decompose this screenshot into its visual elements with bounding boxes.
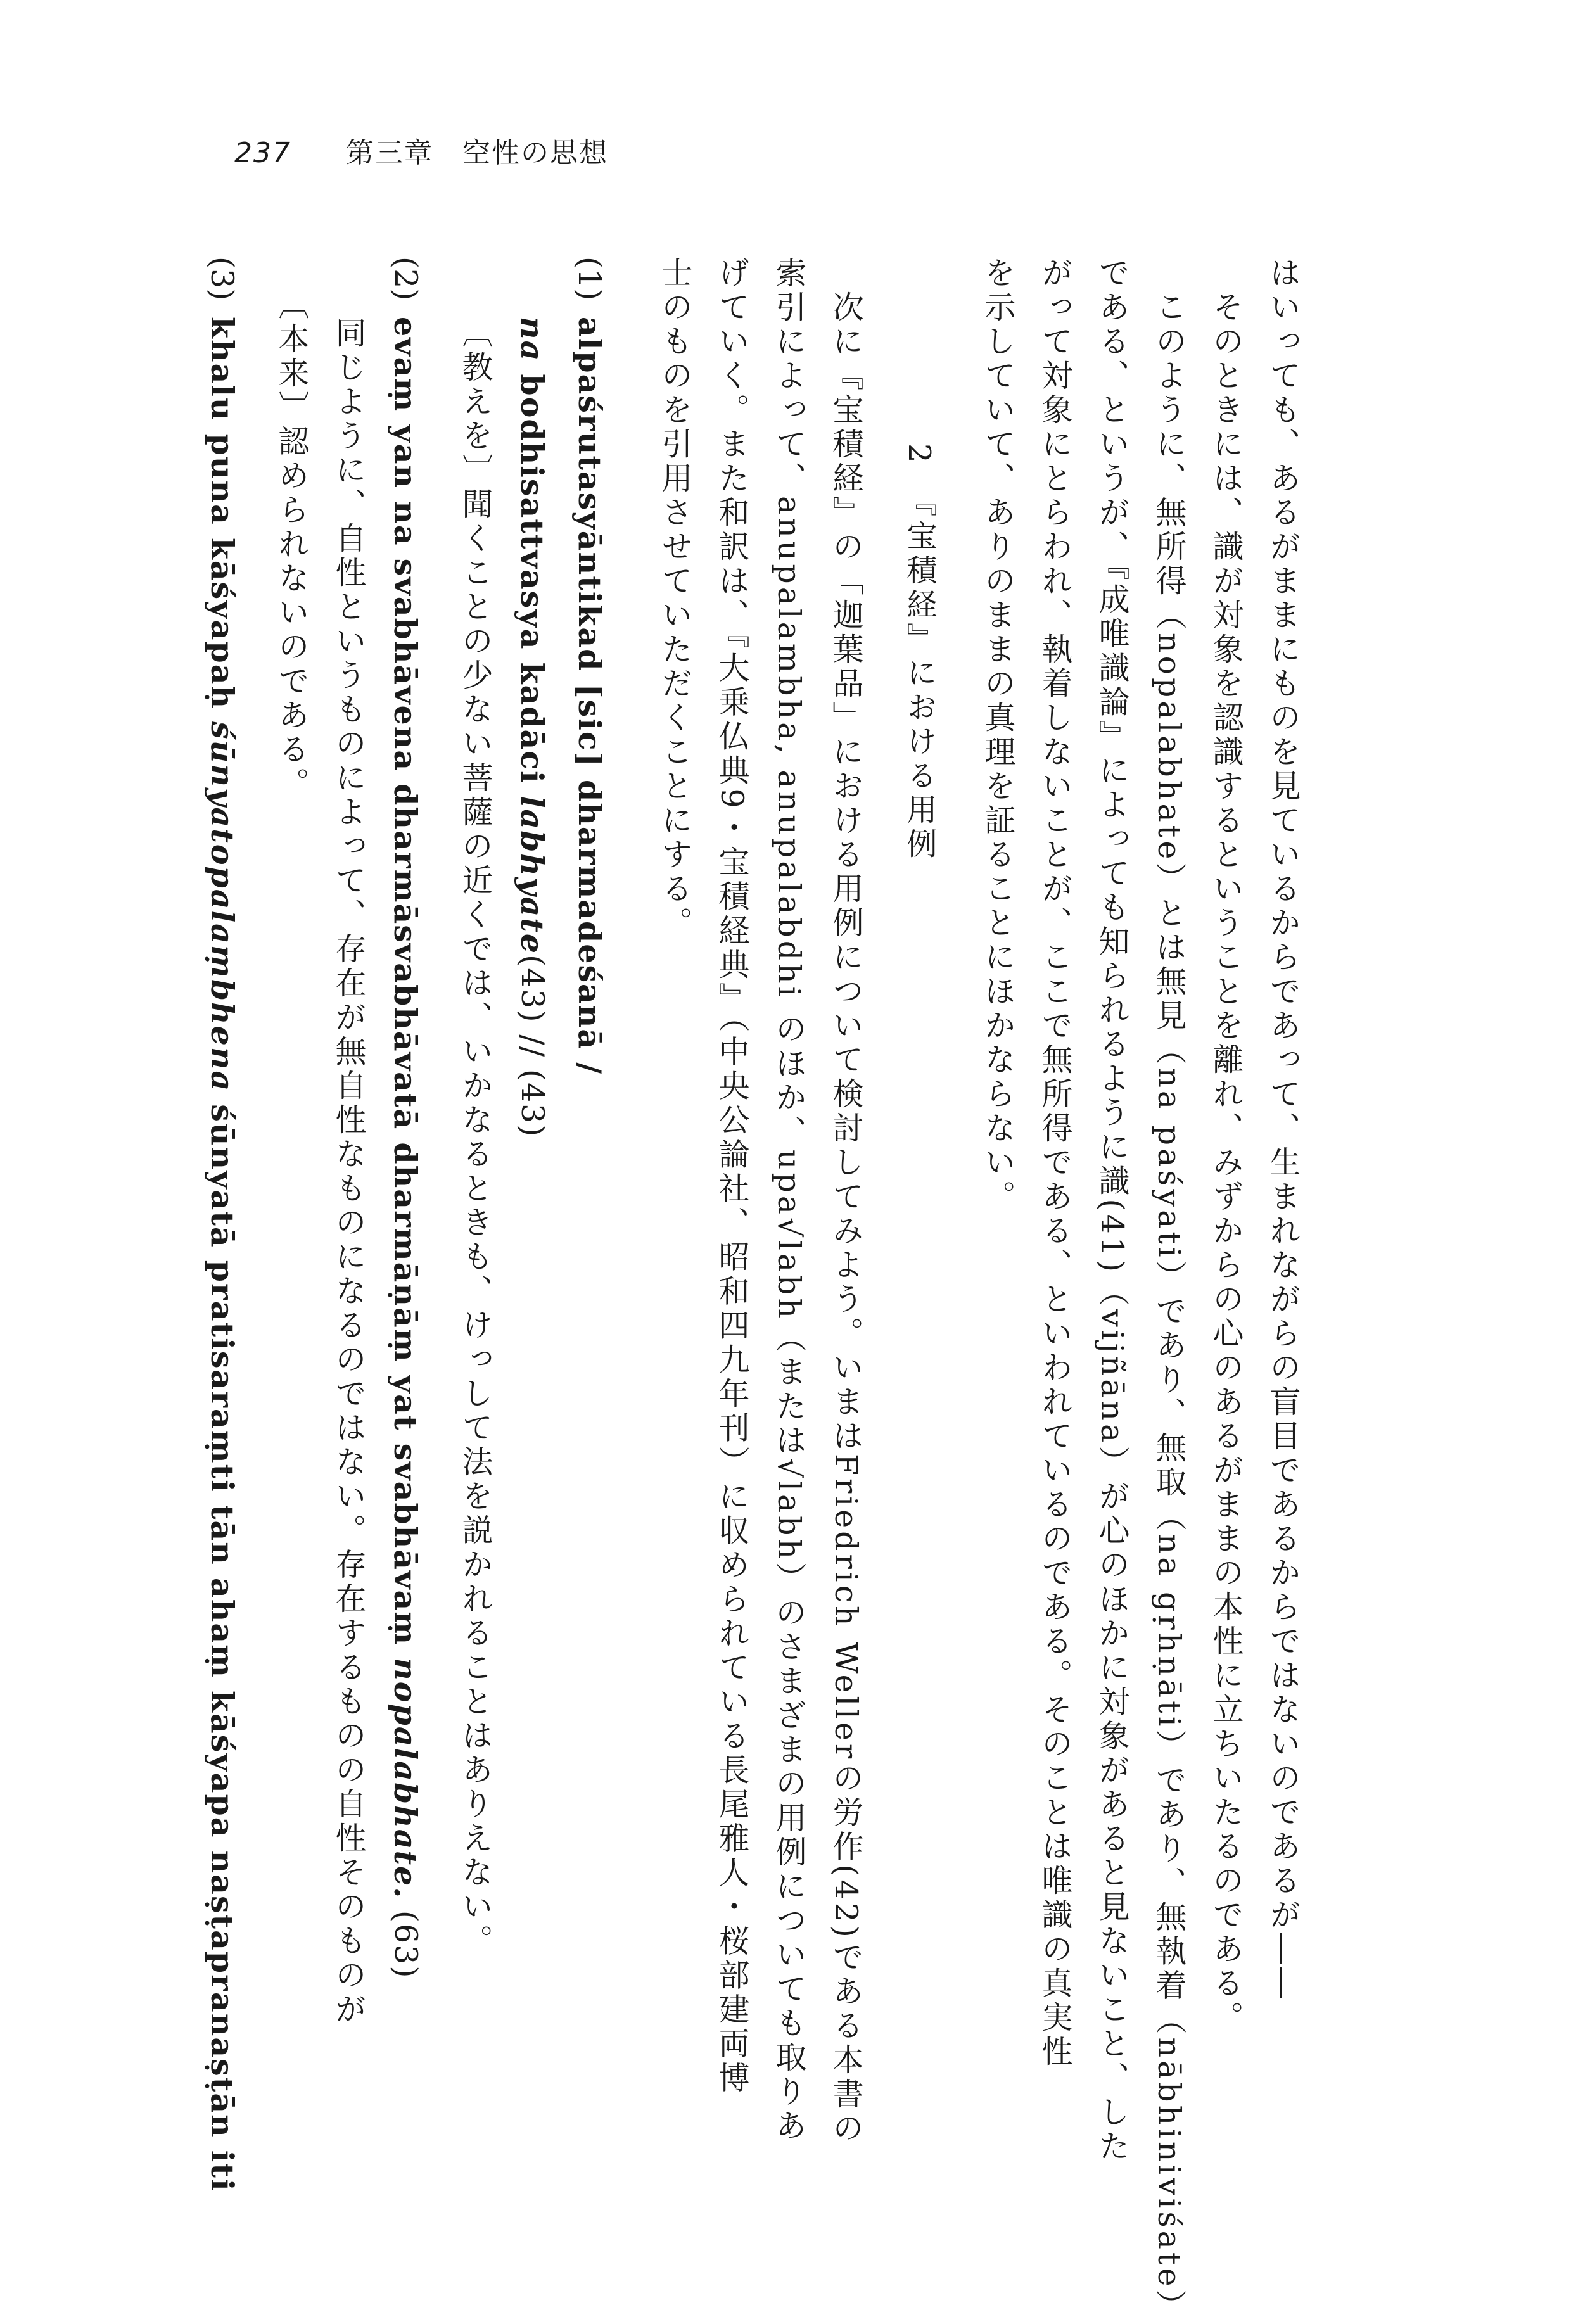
text-line-5: がって対象にとらわれ、執着しないことが、ここで無所得である、といわれているのである。そのことは唯識の真実性 [1037,257,1073,2069]
example-1-line-1: alpaśrutasyāntikad [sic] dharmadeśanā / [571,317,608,1076]
example-3-text-a: khalu puna kāśyapaḥ [204,317,241,722]
text-line-7: 次に『宝積経』の「迦葉品」における用例について検討してみよう。いまはFriedrich Wellerの労作(42)である本書の [828,257,864,2146]
text-line-8: 索引によって、anupalambha, anupalabdhi のほか、upa√labh（または√labh）のさまざまの用例についても取りあ [771,257,807,2144]
page-number: 237 [234,137,291,169]
example-2-line-1 [387,317,424,2122]
example-1-translation: 〔教えを〕聞くことの少ない菩薩の近くでは、いかなるときも、けっして法を説かれることはありえない。 [457,317,493,1959]
example-1-labhyate: labhyate [514,796,550,955]
example-2-label: (2) [388,257,424,301]
example-2-translation-2: 〔本来〕認められないのである。 [274,288,310,801]
text-line-3: このように、無所得（nopalabhate）とは無見（na paśyati）であり、無取（na gṛhṇāti）であり、無執着（nābhiniviśate） [1151,257,1187,2324]
example-3-label: (3) [204,257,240,301]
running-header [234,130,608,170]
example-1-label: (1) [571,257,607,301]
example-1-na: na [514,317,550,362]
running-title: 第三章 空性の思想 [345,137,608,169]
text-line-10: 士のものを引用させていただくことにする。 [657,257,693,941]
text-line-9: げていく。また和訳は、『大乗仏典9・宝積経典』（中央公論社、昭和四九年刊）に収められている長尾雅人・桜部建両博 [714,257,750,2096]
example-1-line-2-mid: bodhisattvasya kadāci [514,362,550,796]
example-3-sunyatopalambhena: śūnyatopalaṃbhena [204,721,241,1093]
text-line-2: そのときには、識が対象を認識するということを離れ、みずからの心のあるがままの本性に立ちいたるのである。 [1208,257,1244,2035]
example-2-nopalabhate: nopalabhate. [387,1658,424,1900]
example-2-text: evaṃ yan na svabhāvena dharmāsvabhāvatā dharmāṇāṃ yat svabhāvaṃ [387,317,424,1658]
example-3-text-b: śūnyatā pratisaraṃti tān ahaṃ kāśyapa naṣṭapranaṣṭān iti [204,1092,241,2192]
example-2-translation-1: 同じように、自性というものによって、存在が無自性なものになるのではない。存在するものの自性そのものが [331,317,367,2027]
text-line-1: はいっても、あるがままにものを見ているからであって、生まれながらの盲目であるからではないのであるが―― [1265,257,1301,2001]
example-1-ref: (43) // (43) [514,955,550,1138]
example-2-ref: (63) [388,1899,424,1979]
example-1-line-2 [516,317,548,2122]
text-line-4: である、というが、『成唯識論』によっても知られるように識(41)（vijñāna）が心のほかに対象があると見ないこと、した [1094,257,1130,2164]
section-title: 2 『宝積経』における用例 [901,443,937,862]
text-line-6: を示していて、ありのままの真理を証ることにほかならない。 [980,257,1016,1214]
example-3-line-1 [204,317,241,2192]
